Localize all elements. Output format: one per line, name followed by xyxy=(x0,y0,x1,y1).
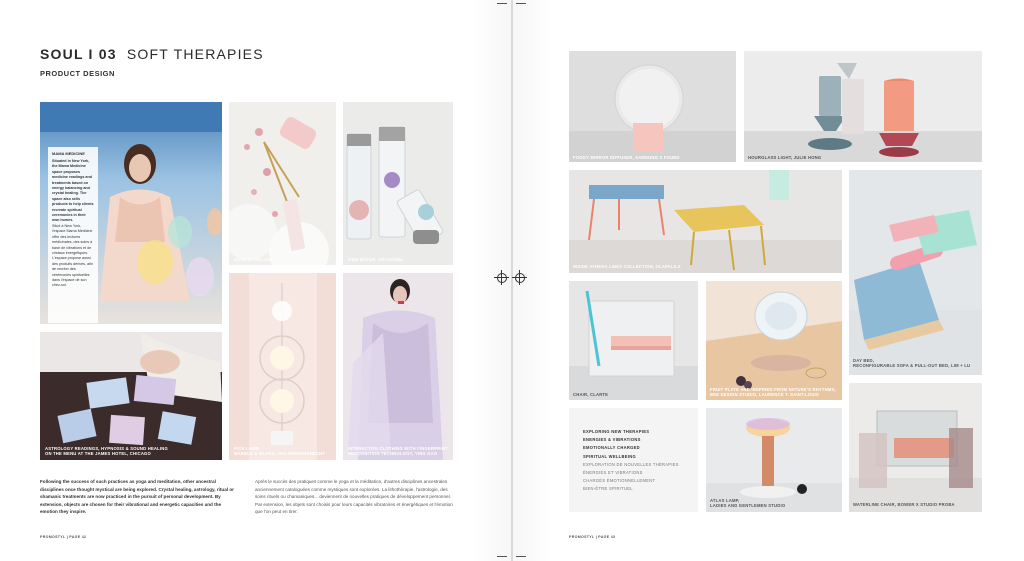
keywords-list xyxy=(583,428,693,494)
photo-atlas-lamp xyxy=(706,408,842,512)
body-text-en: Following the success of such practices as yoga and meditation, other ancestral disciplines once thought mystical are being explored. Crystal healing, astrology, ritual or shamanic treatments are now practiced in the pursuit of personal development. By extension, objects are chosen for their vibrational and energetic capacities and the emotion they inspire. xyxy=(40,479,234,515)
photo-astrology-cards xyxy=(40,332,222,460)
sidebar-heading: MAMA MEDICINE xyxy=(52,151,85,156)
sidebar-mama-medicine xyxy=(48,147,98,323)
photo-interactive-clothing xyxy=(343,273,453,460)
caption-interactive-clothing: INTERACTIVE CLOTHING WITH FINGERPRINT RECOGNITION TECHNOLOGY, YING GAO xyxy=(348,446,448,457)
caption-hourglass-light: HOURGLASS LIGHT, JULIE HONG xyxy=(748,155,822,160)
photo-pick-lamp xyxy=(229,273,336,460)
keyword-fr: CHARGÉS ÉMOTIONNELLEMENT xyxy=(583,478,656,484)
caption-athena-lines: INSIDE ATHENA LINES COLLECTION, OLAPALILS xyxy=(573,264,681,269)
crop-mark xyxy=(497,3,507,4)
caption-gem-water: GEM WATER, VITAJUWEL xyxy=(348,257,404,262)
caption-atlas-lamp: ATLAS LAMP, LADIES AND GENTLEMEN STUDIO xyxy=(710,498,786,509)
keyword-en: EXPLORING NEW THERAPIES xyxy=(583,429,650,434)
caption-daybed: DAY BED, RECONFIGURABLE SOFA & PULL-OUT BED, LIM + LU xyxy=(853,358,971,369)
keyword-fr: BIEN-ÊTRE SPIRITUEL xyxy=(583,486,633,492)
sidebar-text-en: Situated in New York, the Mama Medicine space proposes medicine readings and treatments based on energy balancing and crystal healing. The space also sells products to help clients recreate spiritual ceremonies in their own homes. xyxy=(52,159,94,223)
caption-chair-clarte: CHAIR, CLARTE xyxy=(573,392,609,397)
keyword-en: SPIRITUAL WELLBEING xyxy=(583,453,636,459)
caption-pick-lamp: PICK LAMP, MARBLE & GLASS, JOA HERRENKNECHT xyxy=(234,446,326,457)
page-gutter xyxy=(511,0,513,561)
keyword-fr: EXPLORATION DE NOUVELLES THÉRAPIES xyxy=(583,461,679,467)
caption-astrology: ASTROLOGY READINGS, HYPNOSIS & SOUND HEALING ON THE MENU AT THE JAMES HOTEL, CHICAGO xyxy=(45,446,168,457)
folio-right: PROMOSTYL | PAGE 43 xyxy=(569,535,616,539)
page-title: SOUL I 03 SOFT THERAPIES xyxy=(40,46,264,62)
registration-mark-icon xyxy=(497,273,507,283)
folio-left: PROMOSTYL | PAGE 42 xyxy=(40,535,87,539)
caption-foggy-mirror: FOGGY MIRROR DIFFUSER, SAMSUNG X FOUND xyxy=(573,155,680,160)
page-subtitle: PRODUCT DESIGN xyxy=(40,69,115,78)
photo-daybed xyxy=(849,170,982,375)
photo-chair-clarte xyxy=(569,281,698,400)
photo-athena-lines xyxy=(569,170,842,273)
photo-hourglass-light xyxy=(744,51,982,162)
caption-fruit-plate: FRUIT PLATE AND INSPIRED FROM NATURE'S RHYTHMS, BEE DESIGN STUDIO, LAURENCE T. SAINT-LOUIS xyxy=(710,387,836,398)
keyword-fr: ÉNERGIES ET VIBRATIONS xyxy=(583,470,643,476)
keyword-en: ENERGIES & VIBRATIONS xyxy=(583,437,641,443)
caption-quartz-roller: QUARTZ ROLLER xyxy=(234,257,273,262)
crop-mark xyxy=(497,556,507,557)
crop-mark xyxy=(516,556,526,557)
photo-fruit-plate xyxy=(706,281,842,400)
registration-mark-icon xyxy=(515,273,525,283)
caption-waterline-chair: WATERLINE CHAIR, BOWER X STUDIO PROBA xyxy=(853,502,955,507)
sidebar-text-fr: Situé à New York, l'espace Mama Medicine offre des lectures médicinales, des soins à base de vibrations et de cristaux énergétiques. L'espace propose aussi des produits dérivés, afin de recréer des cérémonies spirituelles dans l'espace de son chez-soi. xyxy=(52,223,93,288)
photo-waterline-chair xyxy=(849,383,982,512)
keyword-en: EMOTIONALLY CHARGED xyxy=(583,445,640,451)
photo-foggy-mirror xyxy=(569,51,736,162)
photo-gem-water xyxy=(343,102,453,265)
photo-quartz-roller xyxy=(229,102,336,265)
body-text-fr: Après le succès des pratiques comme le yoga et la méditation, d'autres disciplines ancestrales anciennement cataloguées comme mystiques sont explorées. La lithothérapie, l'astrologie, des soins rituels ou chamaniques... deviennent de nouvelles pratiques de développement personnel. Par extension, les objets sont choisis pour leurs capacités vibratoires et énergétiques et l'émotion que l'on peut en tirer. xyxy=(255,479,453,515)
crop-mark xyxy=(516,3,526,4)
